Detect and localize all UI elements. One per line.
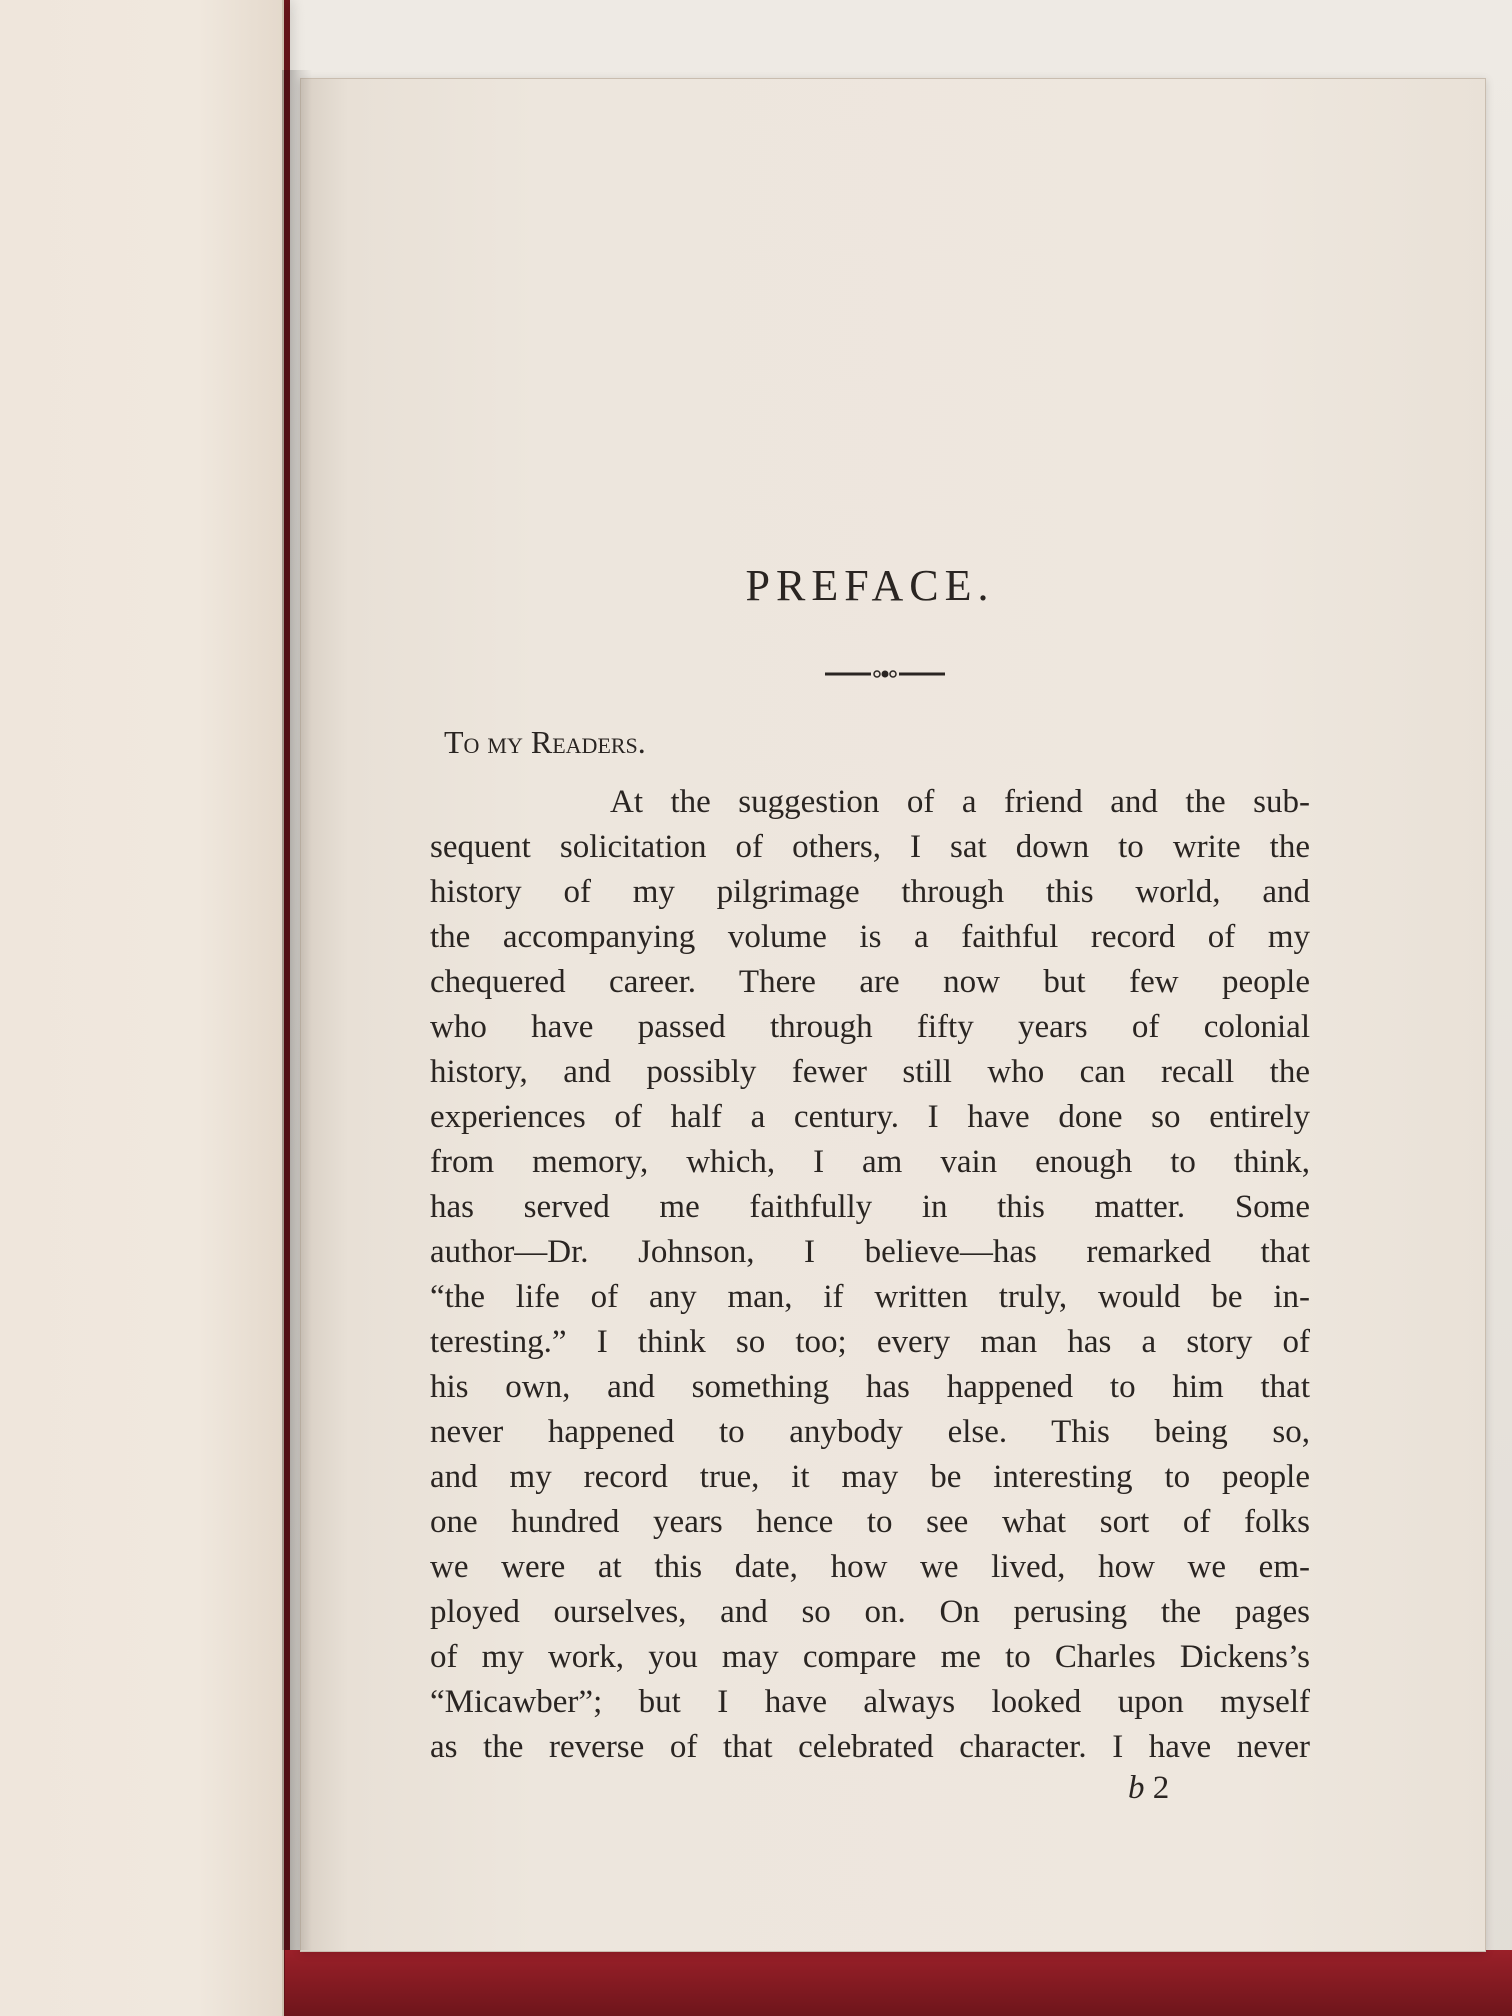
text-line: has served me faithfully in this matter. Some	[430, 1189, 1310, 1225]
text-line: his own, and something has happened to him that	[430, 1369, 1310, 1405]
text-line: “the life of any man, if written truly, would be in-	[430, 1279, 1310, 1315]
salutation: To my Readers.	[444, 724, 646, 760]
text-line: author—Dr. Johnson, I believe—has remarked that	[430, 1234, 1310, 1270]
text-line: never happened to anybody else. This being so,	[430, 1414, 1310, 1450]
text-line: history of my pilgrimage through this world, and	[430, 874, 1310, 910]
signature-mark	[1128, 1770, 1169, 1807]
text-line: history, and possibly fewer still who can recall the	[430, 1054, 1310, 1090]
text-line: chequered career. There are now but few people	[430, 964, 1310, 1000]
text-line: “Micawber”; but I have always looked upon myself	[430, 1684, 1310, 1720]
text-line: we were at this date, how we lived, how we em-	[430, 1549, 1310, 1585]
signature-letter: b	[1128, 1770, 1145, 1806]
book-cover-bottom	[285, 1950, 1512, 2016]
text-line: of my work, you may compare me to Charles Dickens’s	[430, 1639, 1310, 1675]
text-line: sequent solicitation of others, I sat down to write the	[430, 829, 1310, 865]
signature-number: 2	[1152, 1770, 1170, 1806]
ornament-divider	[825, 666, 945, 682]
text-line: experiences of half a century. I have done so entirely	[430, 1099, 1310, 1135]
text-line: as the reverse of that celebrated character. I have never	[430, 1729, 1310, 1765]
gutter-shadow	[282, 70, 312, 1950]
text-line: teresting.” I think so too; every man has a story of	[430, 1324, 1310, 1360]
text-line: At the suggestion of a friend and the sub-	[610, 784, 1310, 820]
preface-body	[430, 780, 1310, 1770]
left-page	[0, 0, 284, 2016]
text-line: ployed ourselves, and so on. On perusing the pages	[430, 1594, 1310, 1630]
text-line: one hundred years hence to see what sort of folks	[430, 1504, 1310, 1540]
page-title: PREFACE.	[745, 561, 995, 610]
text-line: the accompanying volume is a faithful record of my	[430, 919, 1310, 955]
text-line: who have passed through fifty years of colonial	[430, 1009, 1310, 1045]
text-line: from memory, which, I am vain enough to think,	[430, 1144, 1310, 1180]
text-line: and my record true, it may be interesting to people	[430, 1459, 1310, 1495]
